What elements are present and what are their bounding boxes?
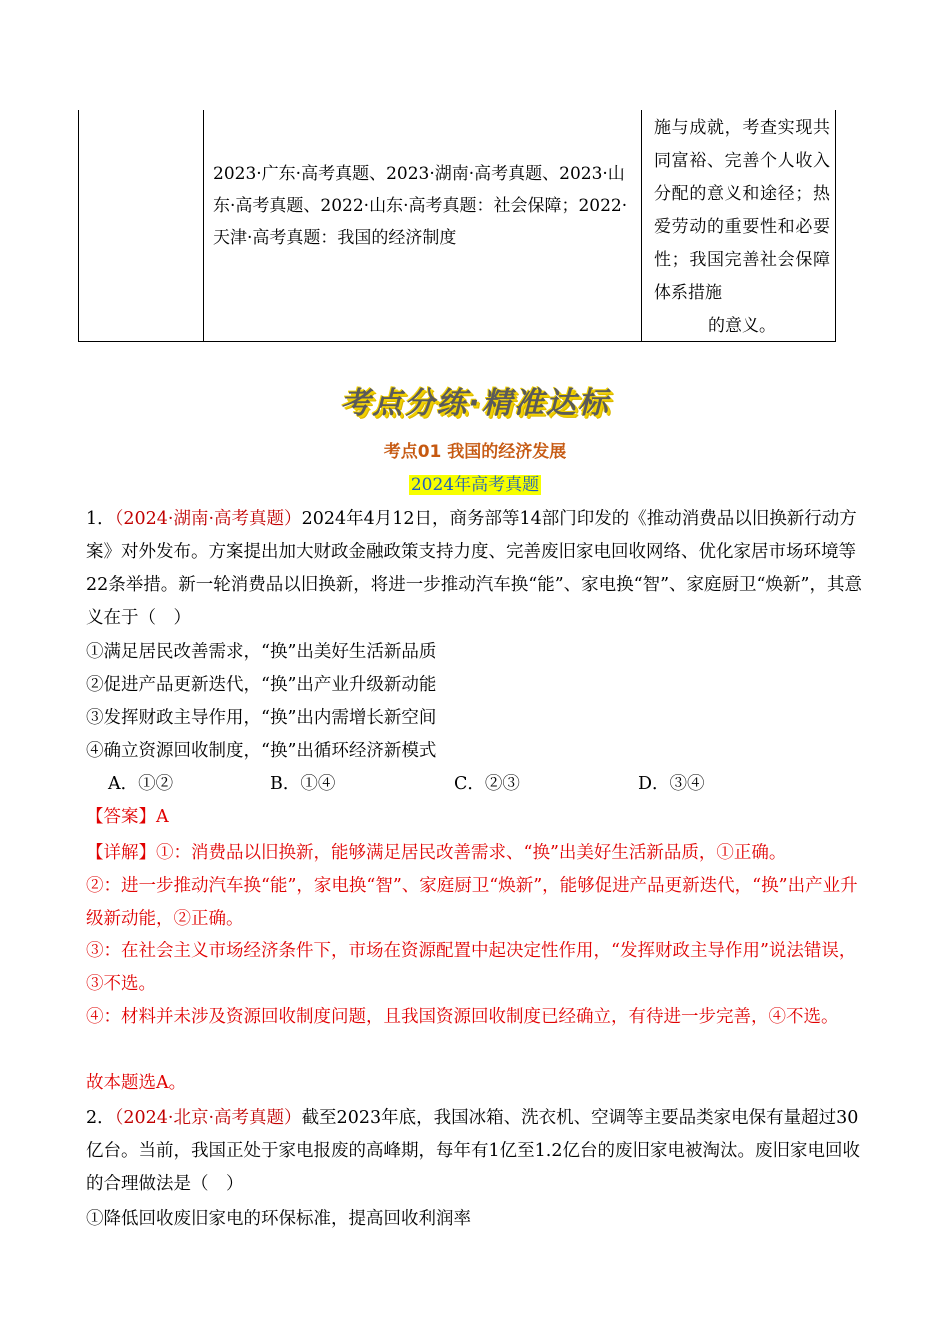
q2-source: （2024·北京·高考真题） <box>114 1108 302 1128</box>
option-c[interactable]: C．②③ <box>454 774 520 794</box>
q2-item: ①降低回收废旧家电的环保标准，提高回收利润率 <box>86 1209 471 1229</box>
section-banner <box>0 378 950 422</box>
q2-number: 2． <box>86 1108 115 1128</box>
option-b[interactable]: B．①④ <box>270 774 336 794</box>
table-cell-exams <box>204 110 642 341</box>
option-d[interactable]: D．③④ <box>638 774 705 794</box>
exam-list-text: 2023·广东·高考真题、2023·湖南·高考真题、2023·山东·高考真题、2022·山东·高考真题：社会保障；2022·天津·高考真题：我国的经济制度 <box>213 164 628 248</box>
table-cell-empty <box>79 110 204 341</box>
q1-answer: 【答案】A <box>86 807 169 827</box>
q1-detail: ②：进一步推动汽车换“能”，家电换“智”、家庭厨卫“焕新”，能够促进产品更新迭代，“换”出产业升级新动能，②正确。 <box>86 876 858 929</box>
q1-number: 1． <box>86 509 115 529</box>
option-a[interactable]: A．①② <box>108 774 174 794</box>
requirements-text <box>654 112 830 343</box>
q1-stem <box>86 503 866 635</box>
kaodian-heading: 考点01 我国的经济发展 <box>383 442 567 462</box>
q1-item: ④确立资源回收制度，“换”出循环经济新模式 <box>86 741 437 761</box>
q1-source: （2024·湖南·高考真题） <box>114 509 302 529</box>
q1-item: ②促进产品更新迭代，“换”出产业升级新动能 <box>86 675 437 695</box>
q1-item: ①满足居民改善需求，“换”出美好生活新品质 <box>86 642 437 662</box>
q1-item: ③发挥财政主导作用，“换”出内需增长新空间 <box>86 708 437 728</box>
year-label-text: 2024年高考真题 <box>410 475 540 495</box>
requirements-tail: 的意义。 <box>708 316 776 336</box>
q2-stem <box>86 1102 866 1201</box>
topic-table <box>78 110 836 342</box>
q1-detail: ④：材料并未涉及资源回收制度问题，且我国资源回收制度已经确立，有待进一步完善，④不选。 <box>86 1007 839 1027</box>
q2-stem-text: 截至2023年底，我国冰箱、洗衣机、空调等主要品类家电保有量超过30亿台。当前，我国正处于家电报废的高峰期，每年有1亿至1.2亿台的废旧家电被淘汰。废旧家电回收的合理做法是（ ） <box>86 1108 860 1194</box>
q1-detail: 【详解】①：消费品以旧换新，能够满足居民改善需求、“换”出美好生活新品质，①正确。 <box>86 843 787 863</box>
requirements-body: 施与成就，考查实现共同富裕、完善个人收入分配的意义和途径；热爱劳动的重要性和必要性；我国完善社会保障体系措施 <box>654 118 830 303</box>
q1-detail: ③：在社会主义市场经济条件下，市场在资源配置中起决定性作用，“发挥财政主导作用”说法错误，③不选。 <box>86 941 857 994</box>
q1-conclusion: 故本题选A。 <box>86 1073 187 1093</box>
q1-stem-text: 2024年4月12日，商务部等14部门印发的《推动消费品以旧换新行动方案》对外发布。方案提出加大财政金融政策支持力度、完善废旧家电回收网络、优化家居市场环境等22条举措。新一轮消费品以旧换新，将进一步推动汽车换“能”、家电换“智”、家庭厨卫“焕新”，其意义在于（ ） <box>86 509 862 628</box>
table-cell-requirements <box>642 110 836 341</box>
banner-text: 考点分练·精准达标 <box>340 386 610 421</box>
year-label <box>0 470 950 495</box>
